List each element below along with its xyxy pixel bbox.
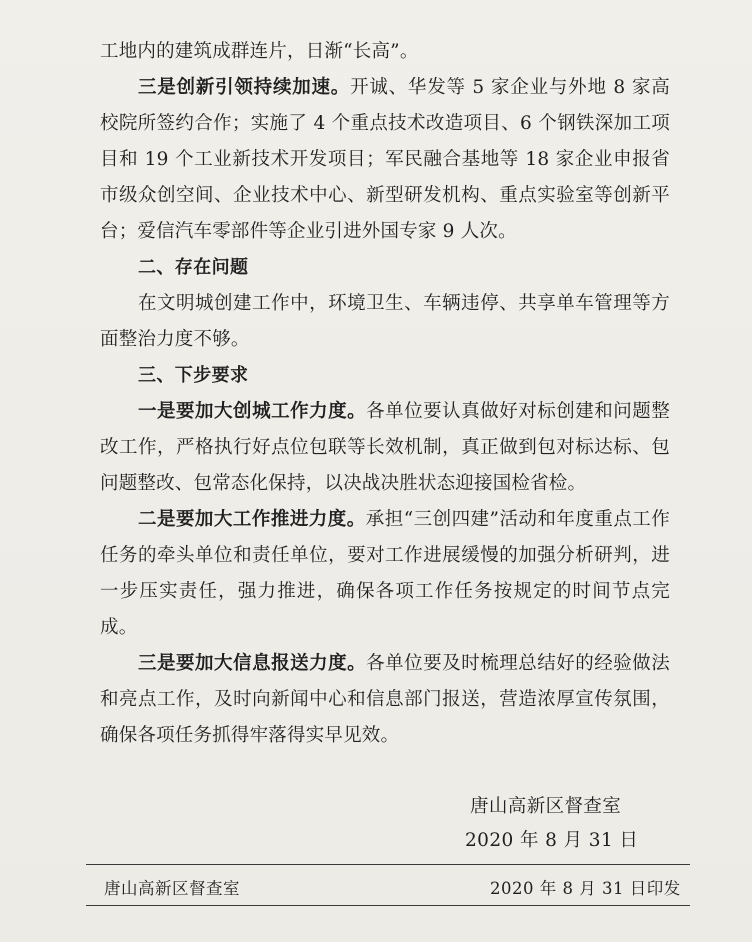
requirement-paragraph-3	[100, 646, 670, 754]
footer-bottom-rule	[86, 905, 690, 906]
problems-paragraph: 在文明城创建工作中，环境卫生、车辆违停、共享单车管理等方面整治力度不够。	[100, 293, 670, 350]
requirement-paragraph-1	[100, 394, 670, 502]
paragraph-text: 开诚、华发等 5 家企业与外地 8 家高校院所签约合作；实施了 4 个重点技术改造项目、6 个钢铁深加工项目和 19 个工业新技术开发项目；军民融合基地等 18 家企业申报省市级众创空间、企业技术中心、新型研发机构、重点实验室等创新平台；爱信汽车零部件等企业引进外国专家 9 人次。	[100, 77, 670, 242]
requirement-paragraph-2	[100, 502, 670, 646]
paragraph-lead: 二是要加大工作推进力度。	[138, 509, 366, 530]
paragraph-lead: 三是创新引领持续加速。	[138, 77, 351, 98]
footer-issue-date: 2020 年 8 月 31 日印发	[490, 879, 681, 898]
footer-top-rule	[86, 864, 690, 865]
innovation-paragraph	[100, 70, 670, 250]
signature-date: 2020 年 8 月 31 日	[465, 830, 639, 851]
paragraph-text: 各单位要及时梳理总结好的经验做法和亮点工作，及时向新闻中心和信息部门报送，营造浓厚宣传氛围，确保各项任务抓得牢落得实早见效。	[100, 653, 671, 746]
section-heading-requirements: 三、下步要求	[138, 365, 249, 386]
signature-organization: 唐山高新区督查室	[470, 796, 622, 817]
footer-issuer: 唐山高新区督查室	[104, 879, 240, 898]
paragraph-text: 承担“三创四建”活动和年度重点工作任务的牵头单位和责任单位，要对工作进展缓慢的加强分析研判，进一步压实责任，强力推进，确保各项工作任务按规定的时间节点完成。	[100, 509, 670, 638]
paragraph-text: 各单位要认真做好对标创建和问题整改工作，严格执行好点位包联等长效机制，真正做到包对标达标、包问题整改、包常态化保持，以决战决胜状态迎接国检省检。	[100, 401, 671, 494]
continuation-line: 工地内的建筑成群连片，日渐“长高”。	[100, 41, 419, 62]
paragraph-lead: 一是要加大创城工作力度。	[138, 401, 367, 422]
section-heading-problems: 二、存在问题	[138, 257, 249, 278]
paragraph-lead: 三是要加大信息报送力度。	[138, 653, 367, 674]
document-body	[100, 34, 670, 754]
